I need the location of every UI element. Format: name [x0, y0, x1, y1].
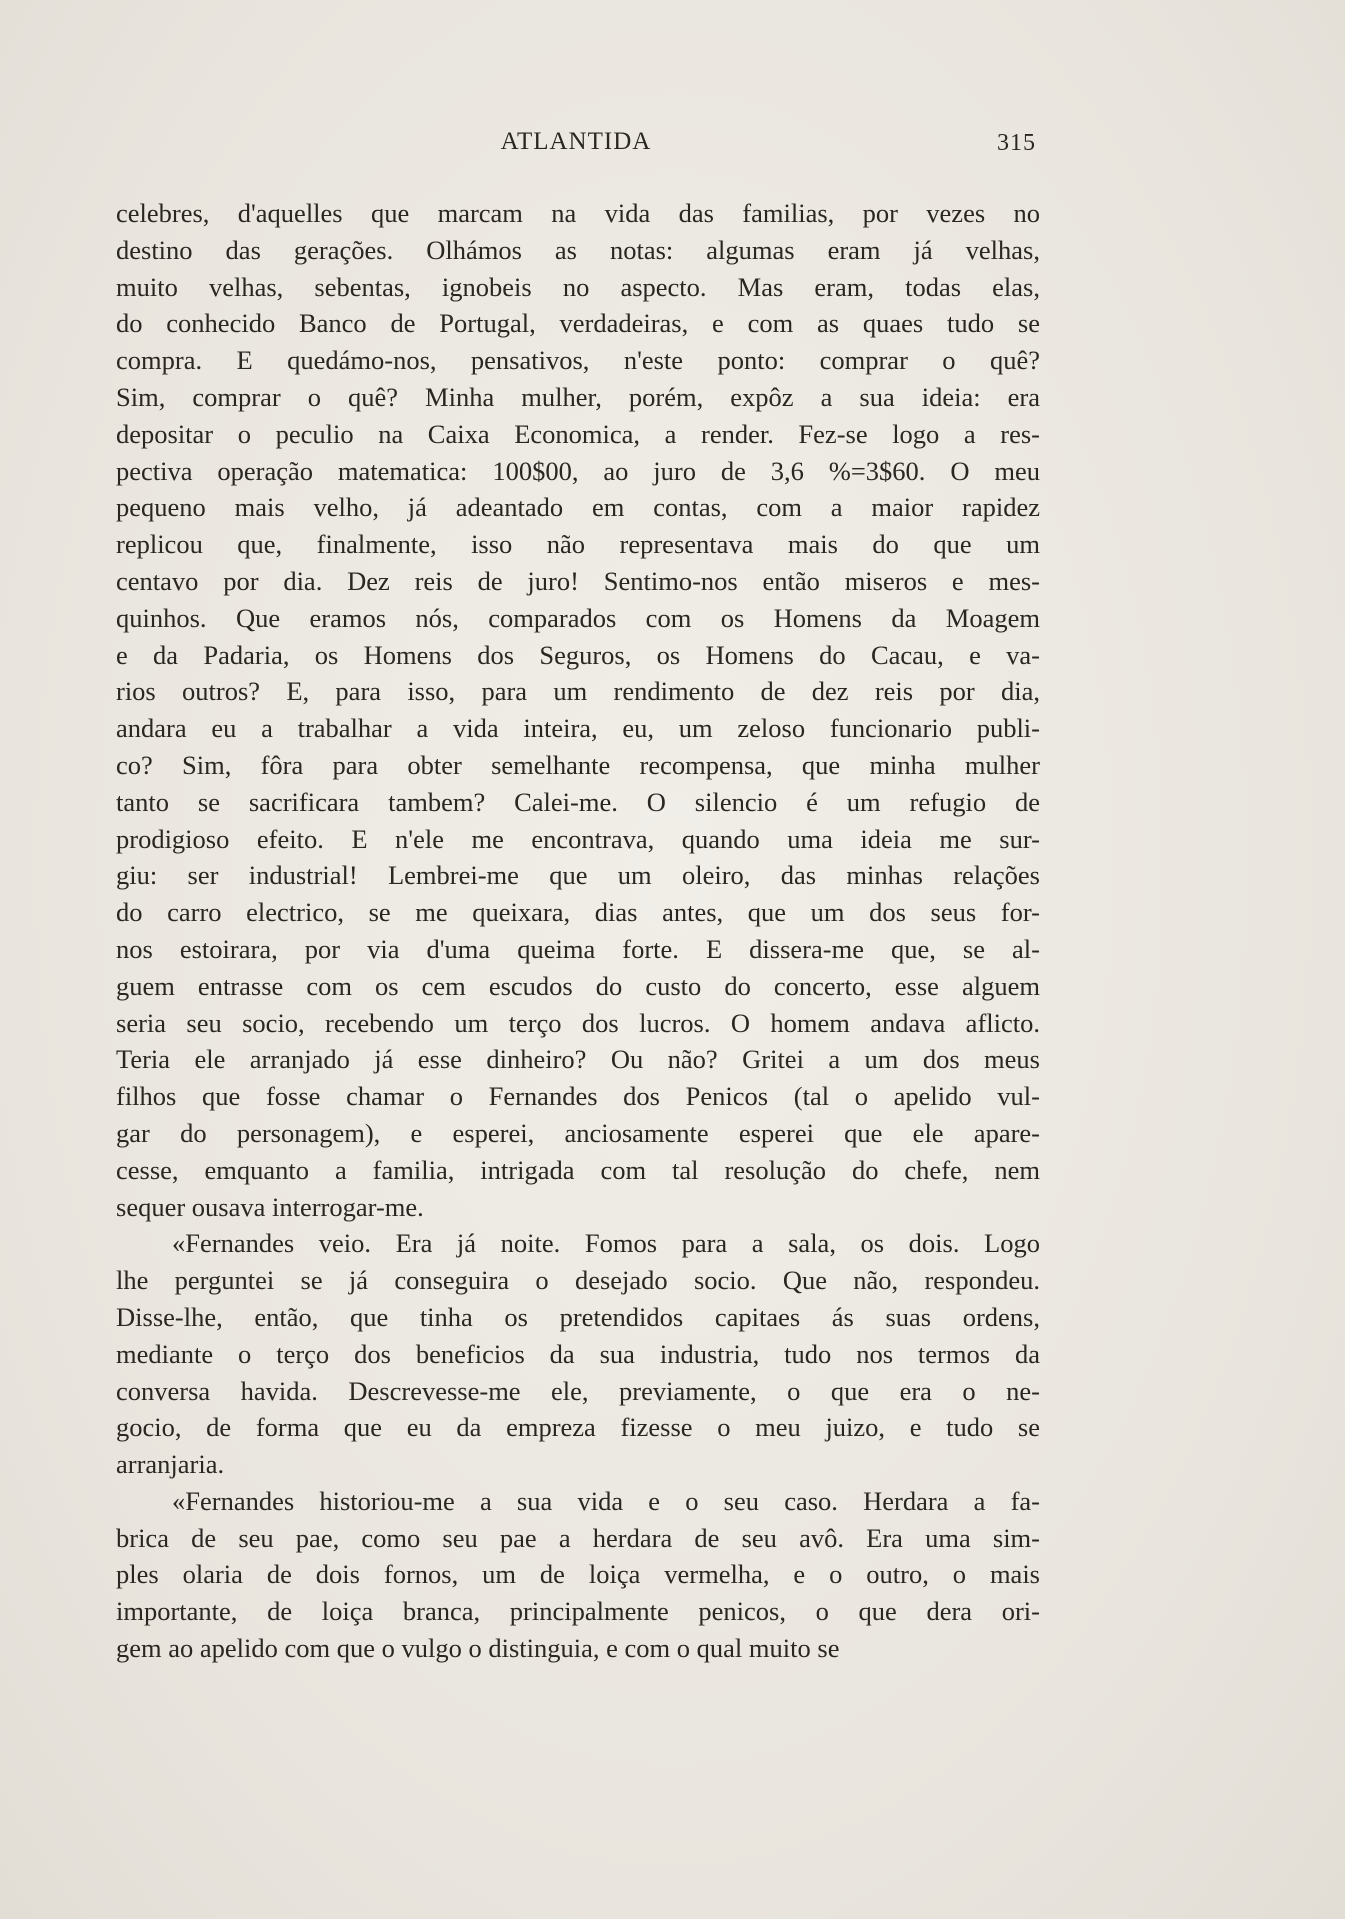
text-line: Teria ele arranjado já esse dinheiro? Ou não? Gritei a um dos meus: [116, 1044, 1040, 1075]
text-line: do conhecido Banco de Portugal, verdadeiras, e com as quaes tudo se: [116, 308, 1040, 339]
paragraph: [116, 195, 1040, 1225]
text-line: seria seu socio, recebendo um terço dos lucros. O homem andava aflicto.: [116, 1007, 1040, 1038]
text-line: depositar o peculio na Caixa Economica, a render. Fez-se logo a res-: [116, 418, 1040, 449]
text-line: rios outros? E, para isso, para um rendimento de dez reis por dia,: [116, 676, 1040, 707]
text-line: do carro electrico, se me queixara, dias antes, que um dos seus for-: [116, 897, 1040, 928]
text-line: centavo por dia. Dez reis de juro! Sentimo-nos então miseros e mes-: [116, 565, 1040, 596]
text-line: gem ao apelido com que o vulgo o distinguia, e com o qual muito se: [116, 1633, 840, 1664]
text-line: nos estoirara, por via d'uma queima forte. E dissera-me que, se al-: [116, 933, 1040, 964]
text-line: Disse-lhe, então, que tinha os pretendidos capitaes ás suas ordens,: [116, 1301, 1040, 1332]
text-line: arranjaria.: [116, 1449, 225, 1480]
text-line: replicou que, finalmente, isso não representava mais do que um: [116, 529, 1040, 560]
text-line: co? Sim, fôra para obter semelhante recompensa, que minha mulher: [116, 749, 1040, 780]
text-line: gar do personagem), e esperei, anciosamente esperei que ele apare-: [116, 1117, 1040, 1148]
text-line: cesse, emquanto a familia, intrigada com tal resolução do chefe, nem: [116, 1154, 1040, 1185]
text-line: sequer ousava interrogar-me.: [116, 1191, 424, 1222]
text-line: «Fernandes historiou-me a sua vida e o seu caso. Herdara a fa-: [172, 1485, 1040, 1516]
text-line: compra. E quedámo-nos, pensativos, n'este ponto: comprar o quê?: [116, 345, 1040, 376]
text-line: prodigioso efeito. E n'ele me encontrava, quando uma ideia me sur-: [116, 823, 1040, 854]
text-line: celebres, d'aquelles que marcam na vida das familias, por vezes no: [116, 198, 1040, 228]
text-line: importante, de loiça branca, principalmente penicos, o que dera ori-: [116, 1596, 1040, 1627]
body-text: [116, 195, 1040, 1667]
text-line: tanto se sacrificara tambem? Calei-me. O silencio é um refugio de: [116, 786, 1040, 817]
text-line: andara eu a trabalhar a vida inteira, eu, um zeloso funcionario publi-: [116, 713, 1040, 744]
text-line: mediante o terço dos beneficios da sua industria, tudo nos termos da: [116, 1338, 1040, 1369]
page-number: 315: [997, 130, 1036, 156]
running-title: ATLANTIDA: [500, 128, 652, 155]
text-line: lhe perguntei se já conseguira o desejado socio. Que não, respondeu.: [116, 1265, 1040, 1296]
text-line: pectiva operação matematica: 100$00, ao juro de 3,6 %=3$60. O meu: [116, 455, 1040, 486]
paragraph: [116, 1225, 1040, 1483]
text-line: pequeno mais velho, já adeantado em contas, com a maior rapidez: [116, 492, 1040, 523]
text-line: quinhos. Que eramos nós, comparados com os Homens da Moagem: [116, 602, 1040, 633]
text-line: giu: ser industrial! Lembrei-me que um oleiro, das minhas relações: [116, 860, 1040, 891]
paragraph: [116, 1483, 1040, 1667]
text-line: gocio, de forma que eu da empreza fizesse o meu juizo, e tudo se: [116, 1412, 1040, 1443]
text-line: ples olaria de dois fornos, um de loiça vermelha, e o outro, o mais: [116, 1559, 1040, 1590]
text-line: guem entrasse com os cem escudos do custo do concerto, esse alguem: [116, 970, 1040, 1001]
text-line: destino das gerações. Olhámos as notas: algumas eram já velhas,: [116, 234, 1040, 265]
text-line: Sim, comprar o quê? Minha mulher, porém, expôz a sua ideia: era: [116, 381, 1040, 412]
text-line: filhos que fosse chamar o Fernandes dos Penicos (tal o apelido vul-: [116, 1081, 1040, 1112]
text-line: brica de seu pae, como seu pae a herdara de seu avô. Era uma sim-: [116, 1522, 1040, 1553]
text-line: e da Padaria, os Homens dos Seguros, os Homens do Cacau, e va-: [116, 639, 1040, 670]
text-line: «Fernandes veio. Era já noite. Fomos para a sala, os dois. Logo: [172, 1228, 1040, 1259]
text-line: muito velhas, sebentas, ignobeis no aspecto. Mas eram, todas elas,: [116, 271, 1040, 302]
running-header: [116, 124, 1036, 160]
text-line: conversa havida. Descrevesse-me ele, previamente, o que era o ne-: [116, 1375, 1040, 1406]
